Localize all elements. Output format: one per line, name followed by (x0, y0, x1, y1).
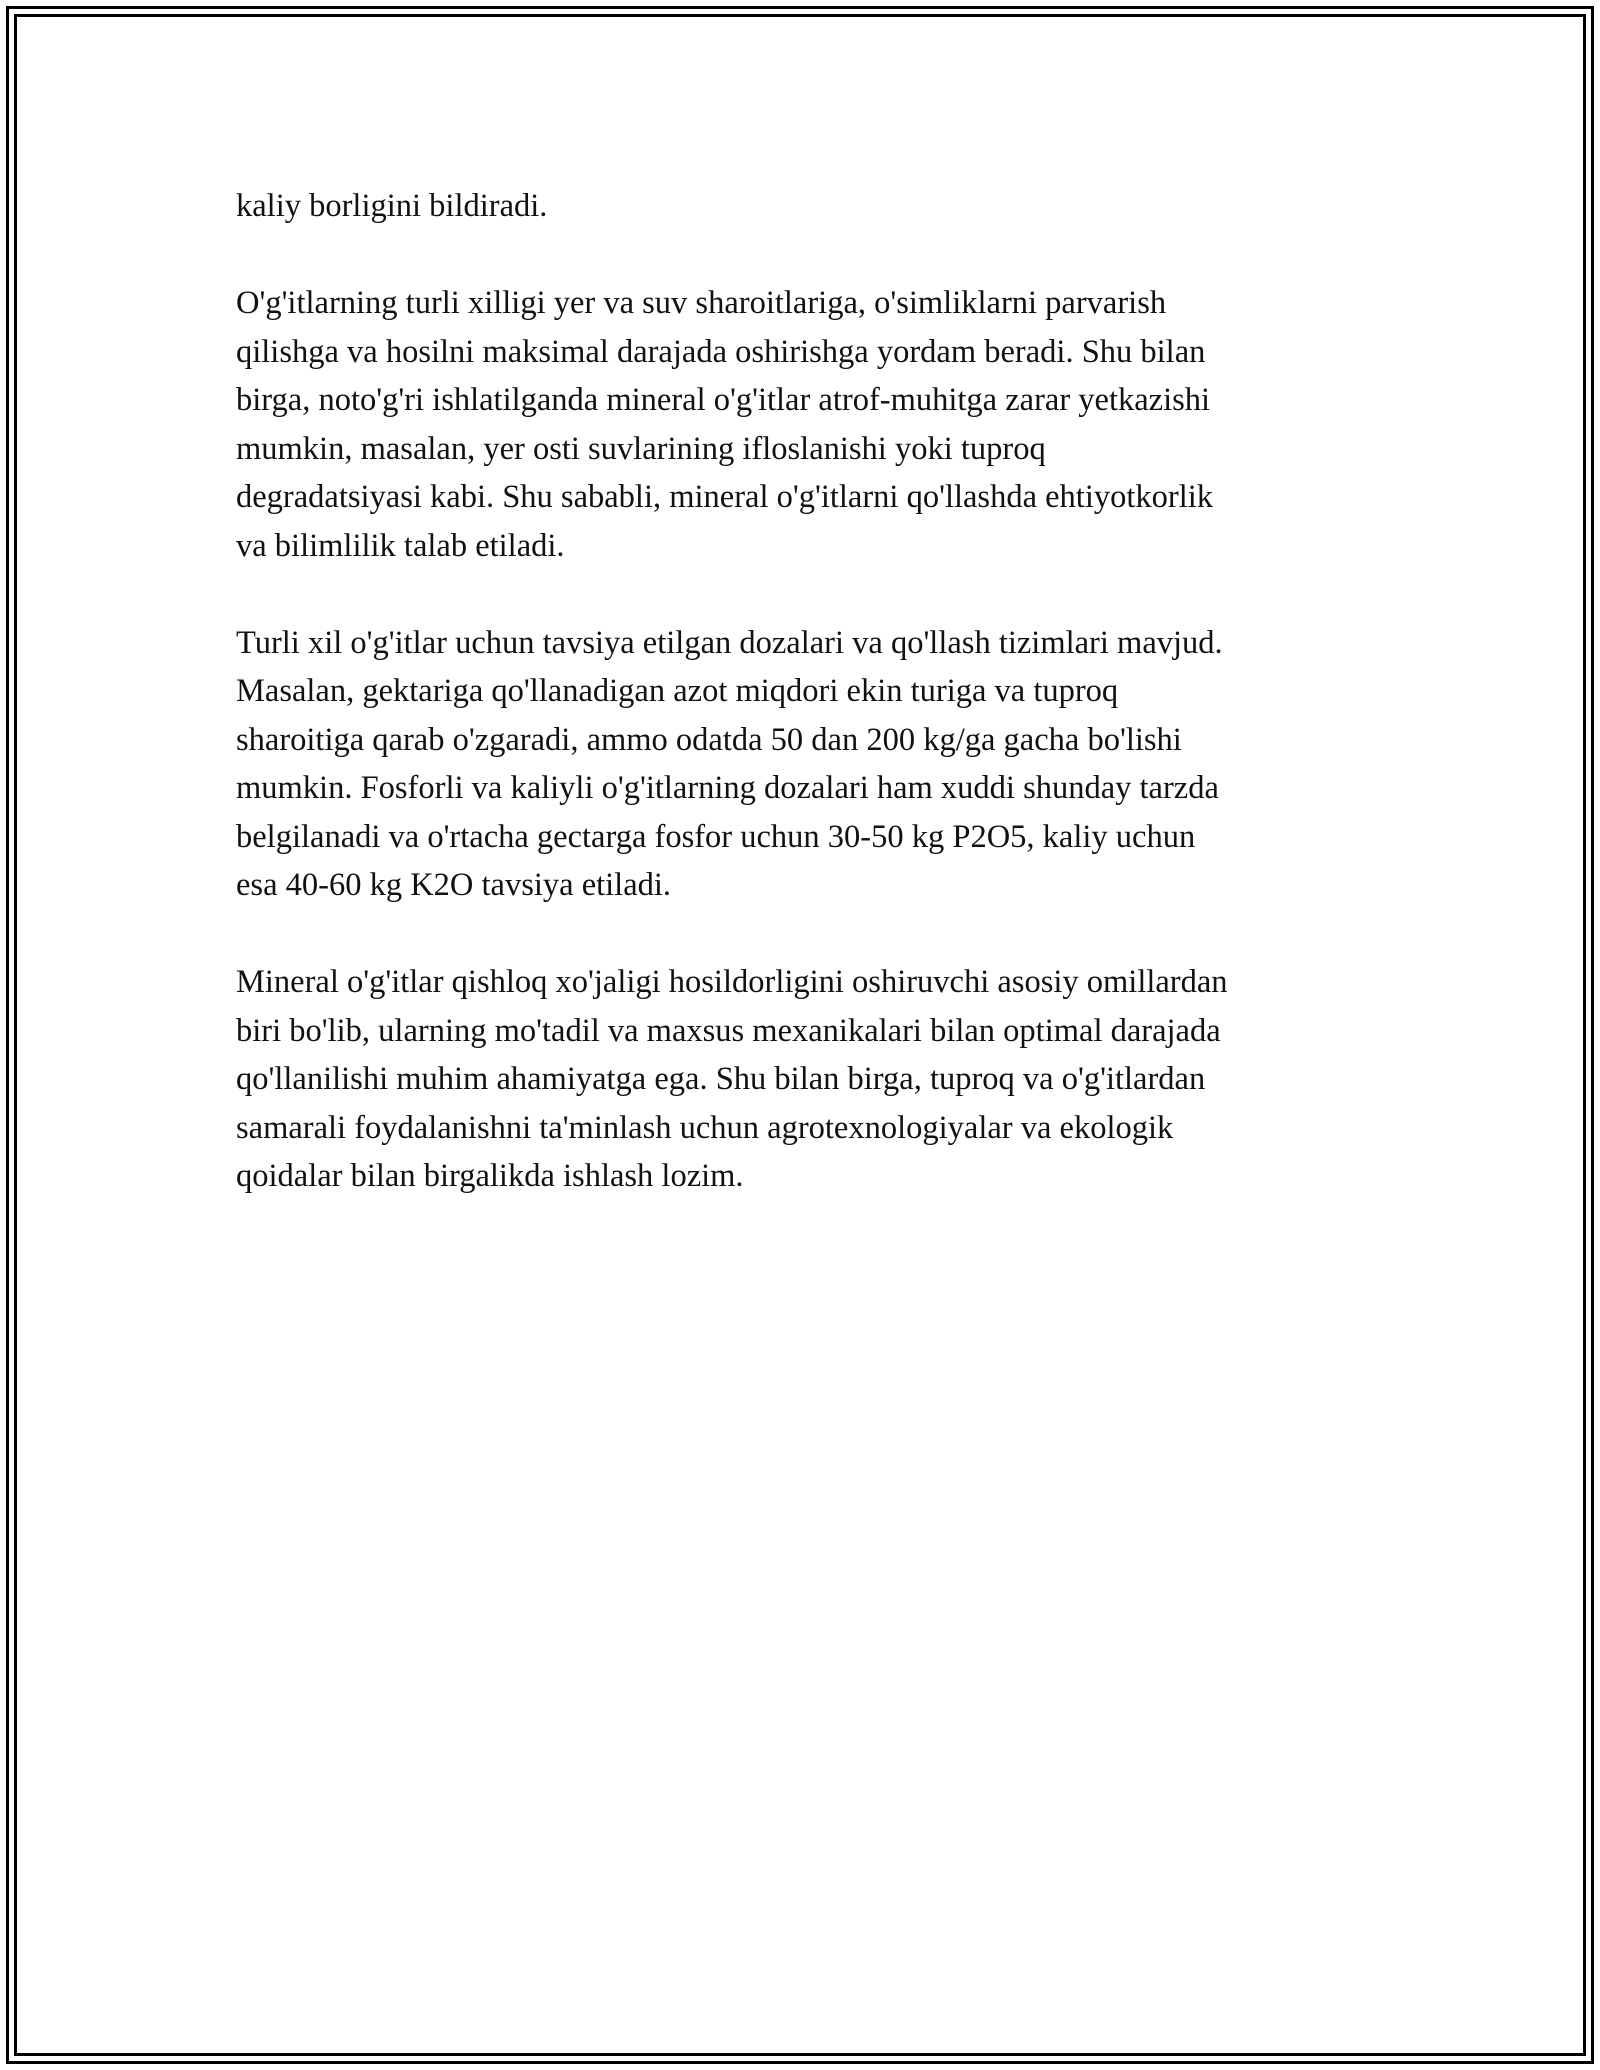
document-body (236, 182, 1366, 1249)
text-line: mumkin, masalan, yer osti suvlarining ifloslanishi yoki tuproq (236, 430, 1046, 467)
text-line: O'g'itlarning turli xilligi yer va suv sharoitlariga, o'simliklarni parvarish (236, 285, 1167, 321)
text-line: qo'llanilishi muhim ahamiyatga ega. Shu bilan birga, tuproq va o'g'itlardan (236, 1061, 1206, 1097)
text-line: mumkin. Fosforli va kaliyli o'g'itlarning dozalari ham xuddi shunday tarzda (236, 770, 1219, 806)
text-line: Turli xil o'g'itlar uchun tavsiya etilgan dozalari va qo'llash tizimlari mavjud. (236, 624, 1223, 661)
text-line: qoidalar bilan birgalikda ishlash lozim. (236, 1158, 744, 1194)
text-line: kaliy borligini bildiradi. (236, 188, 548, 224)
text-line: degradatsiyasi kabi. Shu sababli, mineral o'g'itlarni qo'llashda ehtiyotkorlik (236, 479, 1214, 515)
text-line: sharoitiga qarab o'zgaradi, ammo odatda 50 dan 200 kg/ga gacha bo'lishi (236, 721, 1182, 758)
text-line: samarali foydalanishni ta'minlash uchun agrotexnologiyalar va ekologik (236, 1109, 1174, 1146)
text-line: esa 40-60 kg K2O tavsiya etiladi. (236, 867, 672, 903)
text-line: Masalan, gektariga qo'llanadigan azot miqdori ekin turiga va tuproq (236, 673, 1119, 709)
text-line: birga, noto'g'ri ishlatilganda mineral o'g'itlar atrof-muhitga zarar yetkazishi (236, 382, 1211, 418)
text-line: va bilimlilik talab etiladi. (236, 527, 565, 564)
text-line: Mineral o'g'itlar qishloq xo'jaligi hosildorligini oshiruvchi asosiy omillardan (236, 964, 1228, 1000)
paragraph (236, 182, 1366, 231)
paragraph (236, 619, 1366, 910)
paragraph (236, 279, 1366, 570)
text-line: qilishga va hosilni maksimal darajada oshirishga yordam beradi. Shu bilan (236, 333, 1206, 370)
text-line: biri bo'lib, ularning mo'tadil va maxsus mexanikalari bilan optimal darajada (236, 1012, 1221, 1049)
text-line: belgilanadi va o'rtacha gectarga fosfor uchun 30-50 kg P2O5, kaliy uchun (236, 818, 1196, 855)
paragraph (236, 958, 1366, 1201)
